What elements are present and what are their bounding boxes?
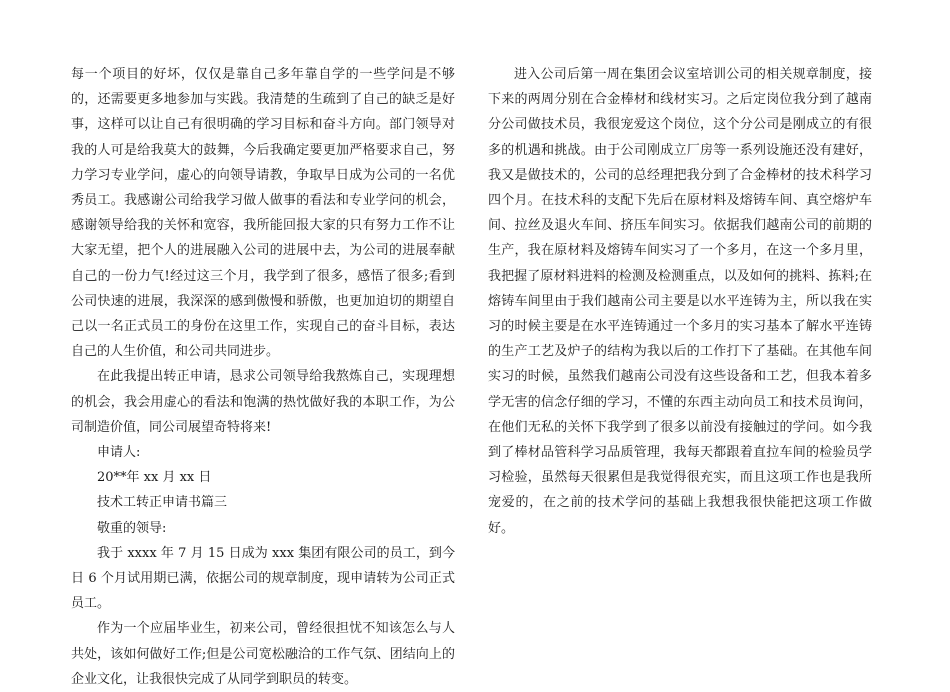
paragraph: 作为一个应届毕业生，初来公司，曾经很担忧不知该怎么与人共处，该如何做好工作;但是公司宽松融洽的工作气氛、团结向上的企业文化，让我很快完成了从同学到职员的转变。 <box>71 621 455 687</box>
date-line: 20**年 xx 月 xx 日 <box>97 470 212 486</box>
paragraph: 我于 xxxx 年 7 月 15 日成为 xxx 集团有限公司的员工，到今日 6 个月试用期已满，依据公司的规章制度，现申请转为公司正式员工。 <box>71 545 455 612</box>
section-title: 技术工转正申请书篇三 <box>97 495 228 511</box>
applicant-line: 申请人: <box>97 445 141 461</box>
right-column <box>488 62 872 541</box>
left-column <box>71 62 455 692</box>
paragraph: 进入公司后第一周在集团会议室培训公司的相关规章制度，接下来的两周分别在合金棒材和线材实习。之后定岗位我分到了越南分公司做技术员，我很宠爱这个岗位，这个分公司是刚成立的有很多的机遇和挑战。由于公司刚成立厂房等一系列设施还没有建好，我又是做技术的，公司的总经理把我分到了合金棒材的技术科学习四个月。在技术科的支配下先后在原材料及熔铸车间、真空熔炉车间、拉丝及退火车间、挤压车间实习。依据我们越南公司的前期的生产，我在原材料及熔铸车间实习了一个多月，在这一个多月里，我把握了原材料进料的检测及检测重点，以及如何的挑料、拣料;在熔铸车间里由于我们越南公司主要是以水平连铸为主，所以我在实习的时候主要是在水平连铸通过一个多月的实习基本了解水平连铸的生产工艺及炉子的结构为我以后的工作打下了基础。在其他车间实习的时候，虽然我们越南公司没有这些设备和工艺，但我本着多学无害的信念仔细的学习，不懂的东西主动向员工和技术员询问，在他们无私的关怀下我学到了很多以前没有接触过的学问。如今我到了棒材品管科学习品质管理，我每天都跟着直拉车间的检验员学习检验，虽然每天很累但是我觉得很充实，而且这项工作也是我所宠爱的，在之前的技术学问的基础上我想我很快能把这项工作做好。 <box>488 67 872 536</box>
paragraph: 在此我提出转正申请，恳求公司领导给我熬炼自己，实现理想的机会，我会用虚心的看法和饱满的热忱做好我的本职工作，为公司制造价值，同公司展望奇特将来! <box>71 369 455 435</box>
paragraph: 每一个项目的好坏，仅仅是靠自己多年靠自学的一些学问是不够的，还需要更多地参加与实践。我清楚的生疏到了自己的缺乏是好事，这样可以让自己有很明确的学习目标和奋斗方向。部门领导对我的人可是给我莫大的鼓舞，今后我确定要更加严格要求自己，努力学习专业学问，虚心的向领导请教，争取早日成为公司的一名优秀员工。我感谢公司给我学习做人做事的看法和专业学问的机会，感谢领导给我的关怀和宽容，我所能回报大家的只有努力工作不让大家无望，把个人的进展融入公司的进展中去，为公司的进展奉献自己的一份力气!经过这三个月，我学到了很多，感悟了很多;看到公司快速的进展，我深深的感到傲慢和骄傲，也更加迫切的期望自己以一名正式员工的身份在这里工作，实现自己的奋斗目标，表达自己的人生价值，和公司共同进步。 <box>71 67 455 360</box>
salutation: 敬重的领导: <box>97 520 167 536</box>
